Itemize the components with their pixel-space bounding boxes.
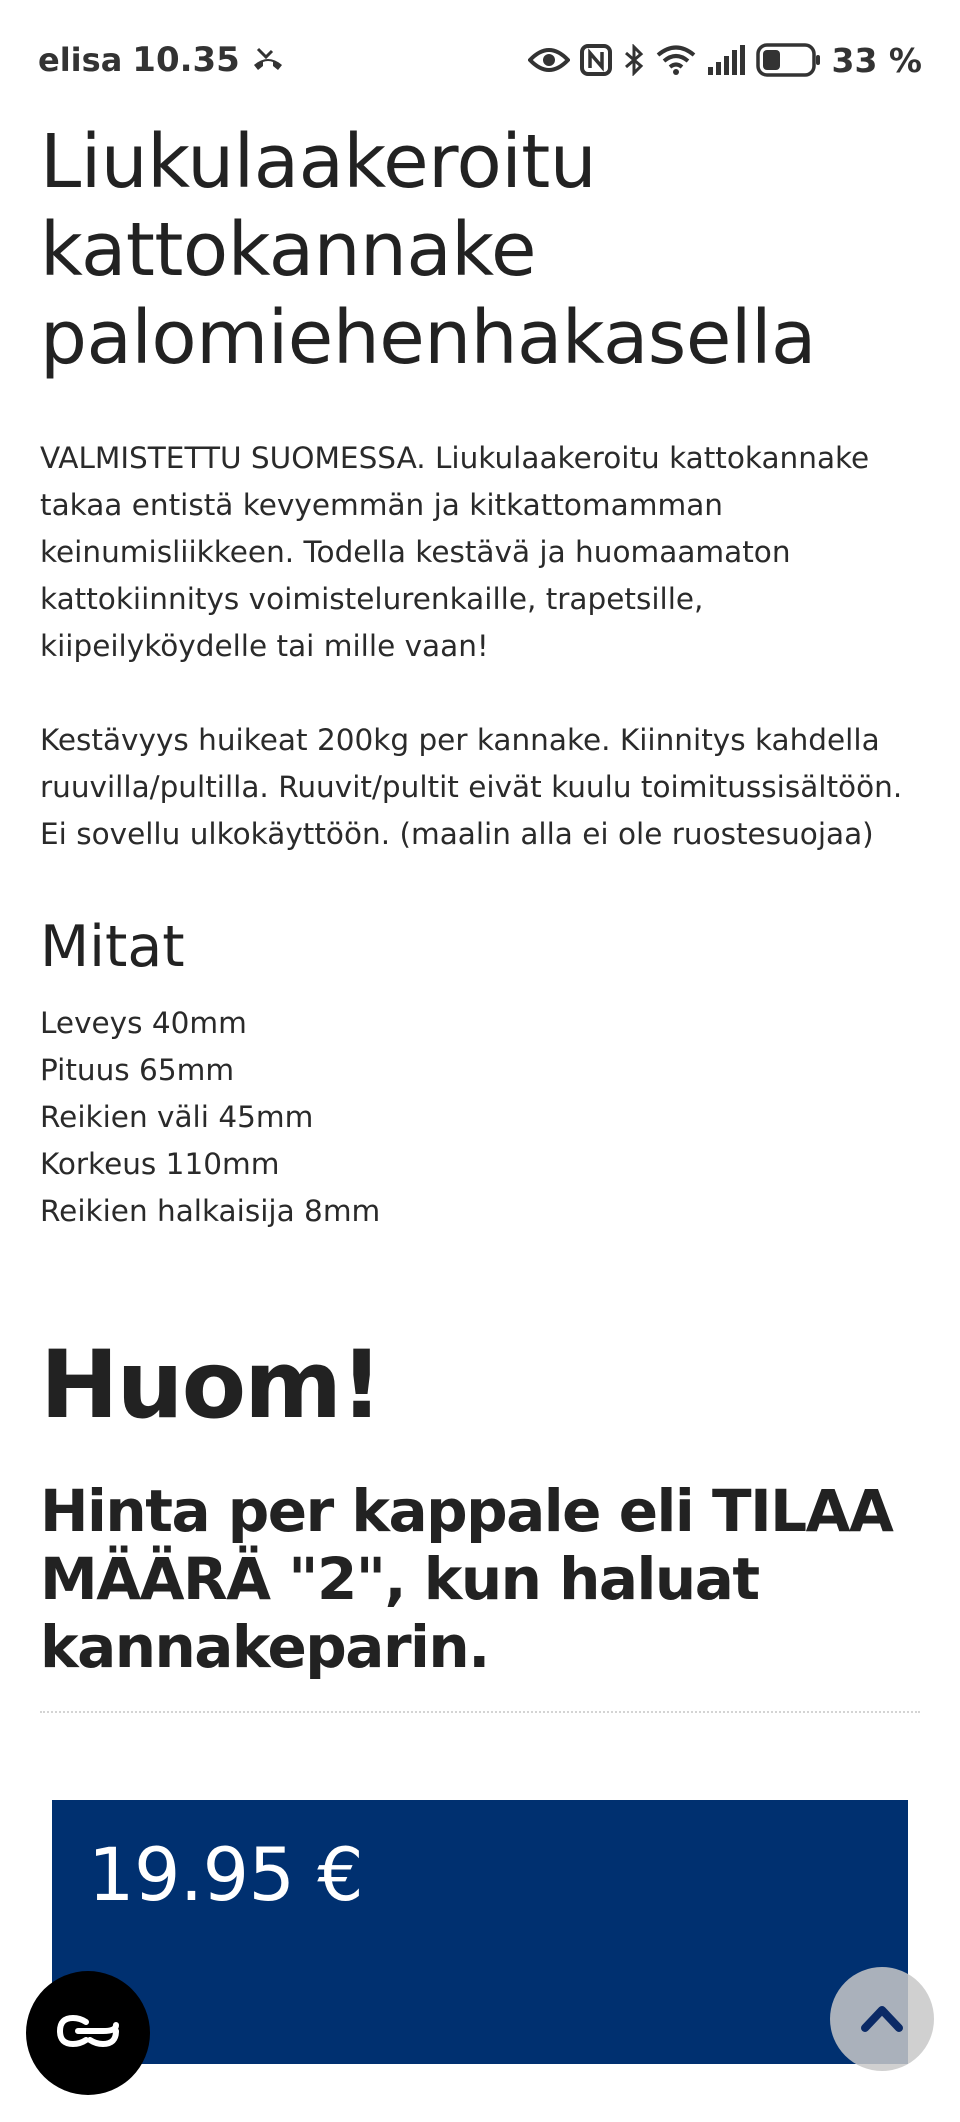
product-description: VALMISTETTU SUOMESSA. Liukulaakeroitu kattokannake takaa entistä kevyemmän ja kitkattomamman keinumisliikkeen. Todella kestävä ja huomaamaton kattokiinnitys voimistelurenkaille, trapetsille, kiipeilyköydelle tai mille vaan!: [40, 441, 870, 663]
product-title-line: palomiehenhakasella: [40, 295, 816, 381]
eye-icon: [528, 46, 570, 74]
dimension-item: Reikien väli 45mm: [40, 1100, 314, 1134]
divider: [40, 1711, 920, 1713]
status-bar: [0, 0, 960, 120]
signal-icon: [706, 45, 746, 75]
product-price: 19.95 €: [88, 1833, 364, 1918]
status-bar-left: [38, 40, 286, 80]
dimensions-list: [40, 1000, 920, 1235]
clock: 10.35: [132, 40, 240, 80]
dimension-item: Leveys 40mm: [40, 1006, 247, 1040]
product-title-line: kattokannake: [40, 207, 536, 293]
notice-text: Hinta per kappale eli TILAA MÄÄRÄ "2", kun haluat kannakeparin.: [40, 1477, 893, 1681]
scroll-to-top-button[interactable]: [830, 1967, 934, 2071]
bluetooth-icon: [622, 44, 646, 76]
dimension-item: Korkeus 110mm: [40, 1147, 280, 1181]
carrier-name: elisa: [38, 41, 123, 79]
battery-percent: 33 %: [831, 40, 922, 80]
dimension-item: Reikien halkaisija 8mm: [40, 1194, 381, 1228]
battery-icon: [756, 43, 822, 77]
price-box: [52, 1800, 908, 2064]
chat-button[interactable]: [26, 1971, 150, 2095]
dimensions-heading: Mitat: [40, 914, 185, 980]
product-content: [40, 118, 920, 1713]
product-title-line: Liukulaakeroitu: [40, 119, 597, 205]
nfc-icon: [580, 44, 612, 76]
product-durability-note: Kestävyys huikeat 200kg per kannake. Kiinnitys kahdella ruuvilla/pultilla. Ruuvit/pultit eivät kuulu toimitussisältöön. Ei sovellu ulkokäyttöön. (maalin alla ei ole ruostesuojaa): [40, 723, 903, 851]
wifi-icon: [656, 44, 696, 76]
chat-icon: [56, 2014, 120, 2052]
chevron-up-icon: [860, 2002, 904, 2036]
product-title: [40, 118, 920, 382]
missed-call-icon: [250, 45, 286, 75]
notice-heading: Huom!: [40, 1331, 381, 1440]
dimension-item: Pituus 65mm: [40, 1053, 235, 1087]
status-bar-right: [528, 41, 922, 80]
